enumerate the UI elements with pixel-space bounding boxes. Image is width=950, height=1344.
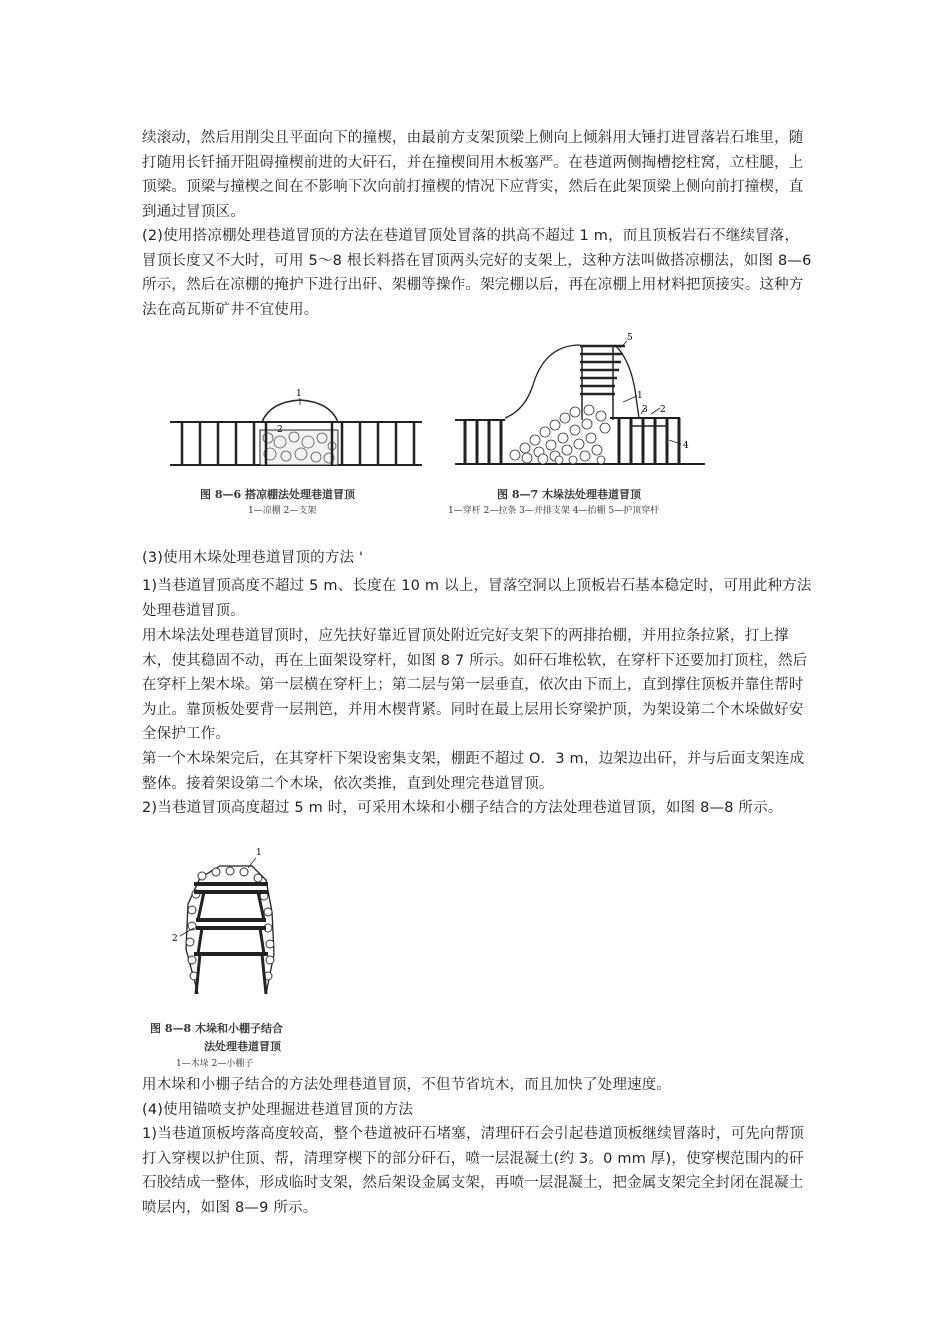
- figure-8-7-label-5: 5: [627, 333, 633, 343]
- figure-8-6-label-2: 2: [277, 425, 283, 435]
- figure-8-8-label-2: 2: [172, 934, 178, 944]
- figure-8-7-legend: 1—穿杆 2—拉条 3—并排支架 4—抬棚 5—护顶穿杆: [448, 506, 660, 516]
- figure-8-6: [170, 380, 422, 480]
- paragraph-continuation: 续滚动，然后用削尖且平面向下的撞楔，由最前方支架顶梁上侧向上倾斜用大锤打进冒落岩石堆里，随打随用长钎捅开阻碍撞楔前进的大矸石，并在撞楔间用木板塞严。在巷道两侧掏槽挖柱窝，立柱腿，上顶梁。顶梁与撞楔之间在不影响下次向前打撞楔的情况下应背实，然后在此架顶梁上侧向前打撞楔，直到通过冒顶区。: [142, 130, 804, 220]
- figure-8-7-label-1: 1: [637, 391, 643, 401]
- paragraph-method-3-1: 1)当巷道冒顶高度不超过 5 m、长度在 10 m 以上，冒落空洞以上顶板岩石基本稳定时，可用此种方法处理巷道冒顶。: [142, 578, 812, 619]
- figure-8-7-caption: 图 8—7 木垛法处理巷道冒顶: [497, 488, 641, 501]
- figure-8-8-caption-line1: 图 8—8 木垛和小棚子结合: [150, 1022, 283, 1035]
- figure-8-6-caption: 图 8—6 搭凉棚法处理巷道冒顶: [200, 488, 355, 501]
- figure-8-6-drawing: [170, 380, 422, 480]
- paragraph-method-4-heading: (4)使用锚喷支护处理掘进巷道冒顶的方法: [142, 1102, 414, 1118]
- paragraph-woodpile-procedure: 用木垛法处理巷道冒顶时，应先扶好靠近冒顶处附近完好支架下的两排抬棚，并用拉条拉紧，打上撑木，使其稳固不动，再在上面架设穿杆，如图 8 7 所示。如矸石堆松软，在穿杆下还要加打顶柱，然后在穿杆上架木垛。第一层横在穿杆上；第二层与第一层垂直，依次由下而上，直到撑住顶板并靠住帮时为止。靠顶板处要背一层荆笆，并用木楔背紧。同时在最上层用长穿梁护顶，为架设第二个木垛做好安全保护工作。: [142, 628, 808, 742]
- figure-8-7-label-4: 4: [683, 441, 689, 451]
- paragraph-method-3-2: 2)当巷道冒顶高度超过 5 m 时，可采用木垛和小棚子结合的方法处理巷道冒顶，如图 8—8 所示。: [142, 800, 783, 816]
- figure-8-6-legend: 1—凉棚 2—支架: [248, 506, 317, 516]
- figure-8-7: [455, 330, 705, 480]
- figure-8-6-label-1: 1: [296, 389, 302, 399]
- paragraph-woodpile-continue: 第一个木垛架完后，在其穿杆下架设密集支架，棚距不超过 O．3 m，边架边出矸，并与后面支架连成整体。接着架设第二个木垛，依次类推，直到处理完巷道冒顶。: [142, 751, 805, 792]
- paragraph-method-3-heading: (3)使用木垛处理巷道冒顶的方法 ': [142, 550, 364, 566]
- figure-8-8: [168, 844, 298, 1004]
- figure-8-8-label-1: 1: [256, 848, 262, 858]
- paragraph-method-4-1: 1)当巷道顶板垮落高度较高，整个巷道被矸石堵塞，清理矸石会引起巷道顶板继续冒落时，可先向帮顶打入穿楔以护住顶、帮，清理穿楔下的部分矸石，喷一层混凝土(约 3。0 mm 厚)，使穿楔范围内的矸石胶结成一整体，形成临时支架，然后架设金属支架，再喷一层混凝土，把金属支架完全封闭在混凝土喷层内，如图 8—9 所示。: [142, 1126, 805, 1216]
- paragraph-method-2: (2)使用搭凉棚处理巷道冒顶的方法在巷道冒顶处冒落的拱高不超过 1 m，而且顶板岩石不继续冒落，冒顶长度又不大时，可用 5～8 根长料搭在冒顶两头完好的支架上，这种方法叫做搭凉棚法，如图 8—6 所示，然后在凉棚的掩护下进行出矸、架棚等操作。架完棚以后，再在凉棚上用材料把顶接实。这种方法在高瓦斯矿井不宜使用。: [142, 228, 812, 318]
- figure-8-7-drawing: [455, 330, 705, 480]
- figure-8-8-legend: 1—木垛 2—小棚子: [176, 1059, 254, 1069]
- paragraph-combined-benefit: 用木垛和小棚子结合的方法处理巷道冒顶，不但节省坑木，而且加快了处理速度。: [142, 1077, 672, 1093]
- figure-8-7-label-2: 2: [660, 405, 666, 415]
- figure-8-7-label-3: 3: [642, 405, 648, 415]
- figure-8-8-drawing: [168, 844, 298, 1004]
- figure-8-8-caption-line2: 法处理巷道冒顶: [204, 1040, 281, 1053]
